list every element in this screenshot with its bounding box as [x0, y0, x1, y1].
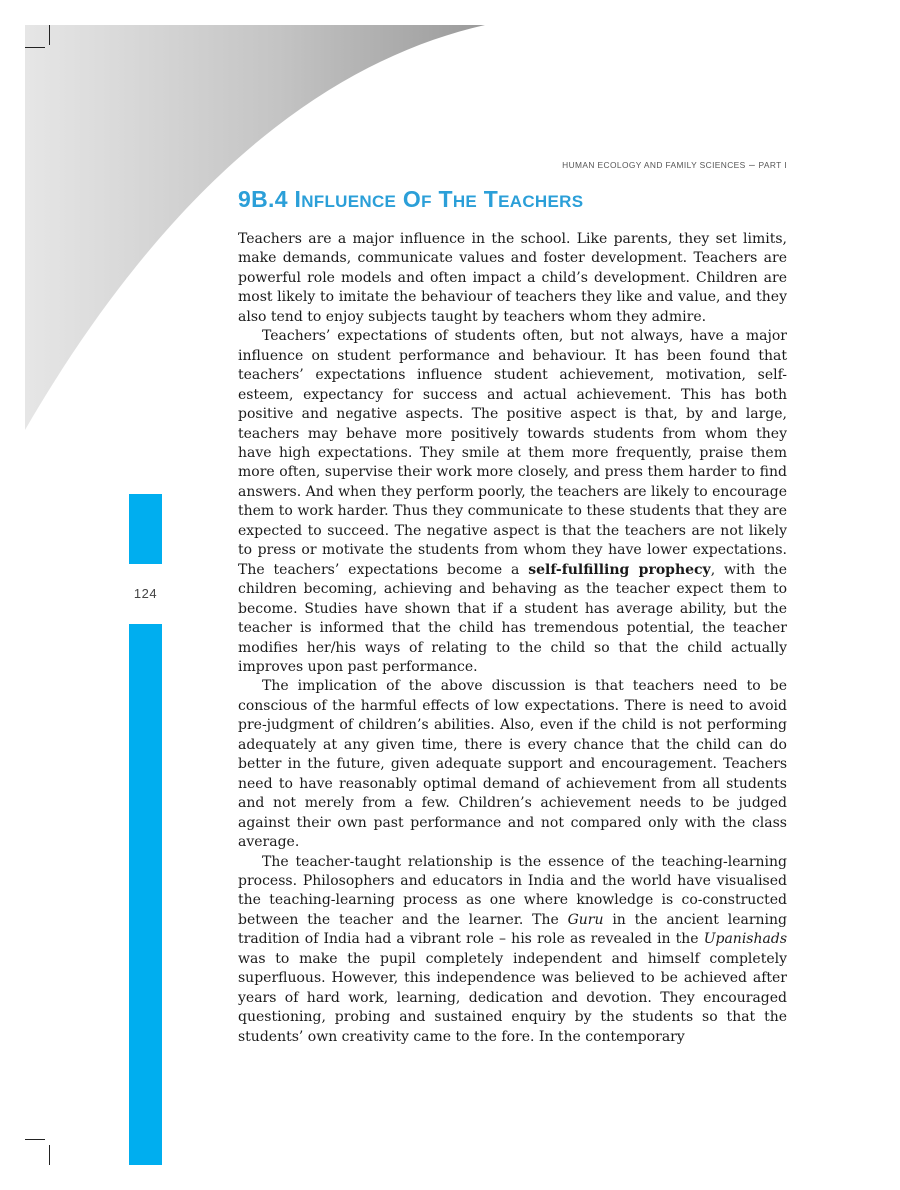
crop-mark-top-vertical — [49, 25, 50, 45]
side-bar-lower — [129, 624, 162, 1165]
running-head-separator: – — [745, 159, 759, 171]
paragraph-1: Teachers are a major influence in the school. Like parents, they set limits, make demands, communicate values and foster development. Teachers are powerful role models and often impact a child’s development. Children are most likely to imitate the behaviour of teachers they like and value, and they also tend to enjoy subjects taught by teachers whom they admire. — [238, 231, 787, 325]
paragraph-4-text-1: The teacher-taught relationship is the essence of the teaching-learning process. Philosophers and educators in India and the world have visualised the teaching-learning process as one where knowledge is co-constructed between the teacher and the learner. The — [238, 853, 787, 928]
bold-term: self-fulfilling prophecy — [528, 561, 711, 578]
italic-term-upanishads: Upanishads — [703, 931, 787, 948]
crop-mark-bottom-horizontal — [25, 1139, 45, 1140]
running-head-book-title: HUMAN ECOLOGY AND FAMILY SCIENCES — [562, 160, 746, 170]
paragraph-3: The implication of the above discussion is that teachers need to be conscious of the harmful effects of low expectations. There is need to avoid pre-judgment of children’s abilities. Also, even if the child is not performing adequately at any given time, there is every chance that the child can do better in the future, given adequate support and encouragement. Teachers need to have reasonably optimal demand of achievement from all students and not merely from a few. Children’s achievement needs to be judged against their own past performance and not compared only with the class average. — [238, 678, 787, 851]
body-text — [238, 230, 787, 1047]
side-bar-upper — [129, 494, 162, 564]
paragraph-4-text-2: in the ancient learning tradition of India had a vibrant role – his role as revealed in the — [238, 911, 788, 948]
running-head-part: PART I — [758, 160, 787, 170]
section-heading — [238, 186, 583, 213]
crop-mark-top-horizontal — [25, 47, 45, 48]
paragraph-4 — [238, 853, 787, 1048]
paragraph-2 — [238, 327, 787, 677]
crop-mark-bottom-vertical — [49, 1145, 50, 1165]
italic-term-guru: Guru — [567, 911, 604, 928]
paragraph-2-text-before: Teachers’ expectations of students often, but not always, have a major influence on student performance and behaviour. It has been found that teachers’ expectations influence student achievement, motivation, self-esteem, expectancy for success and actual achievement. This has both positive and negative aspects. The positive aspect is that, by and large, teachers may behave more positively towards students from whom they have high expectations. They smile at them more frequently, praise them more often, supervise their work more closely, and press them harder to find answers. And when they perform poorly, the teachers are likely to encourage them to work harder. Thus they communicate to these students that they are expected to succeed. The negative aspect is that the teachers are not likely to press or motivate the students from whom they have lower expectations. The teachers’ expectations become a — [238, 328, 787, 578]
section-number: 9B.4 — [238, 186, 288, 212]
paragraph-2-text-after: , with the children becoming, achieving and behaving as the teacher expect them to become. Studies have shown that if a student has average ability, but the teacher is informed that the child has tremendous potential, the teacher modifies her/his ways of relating to the child so that the child actually improves upon past performance. — [238, 561, 787, 675]
paragraph-4-text-3: was to make the pupil completely independent and himself completely superfluous. However, this independence was believed to be achieved after years of hard work, learning, dedication and devotion. They encouraged questioning, probing and sustained enquiry by the students so that the students’ own creativity came to the fore. In the contemporary — [238, 950, 787, 1045]
section-title-text: INFLUENCE OF THE TEACHERS — [294, 186, 584, 212]
page-number: 124 — [133, 586, 158, 601]
running-head — [440, 159, 787, 171]
